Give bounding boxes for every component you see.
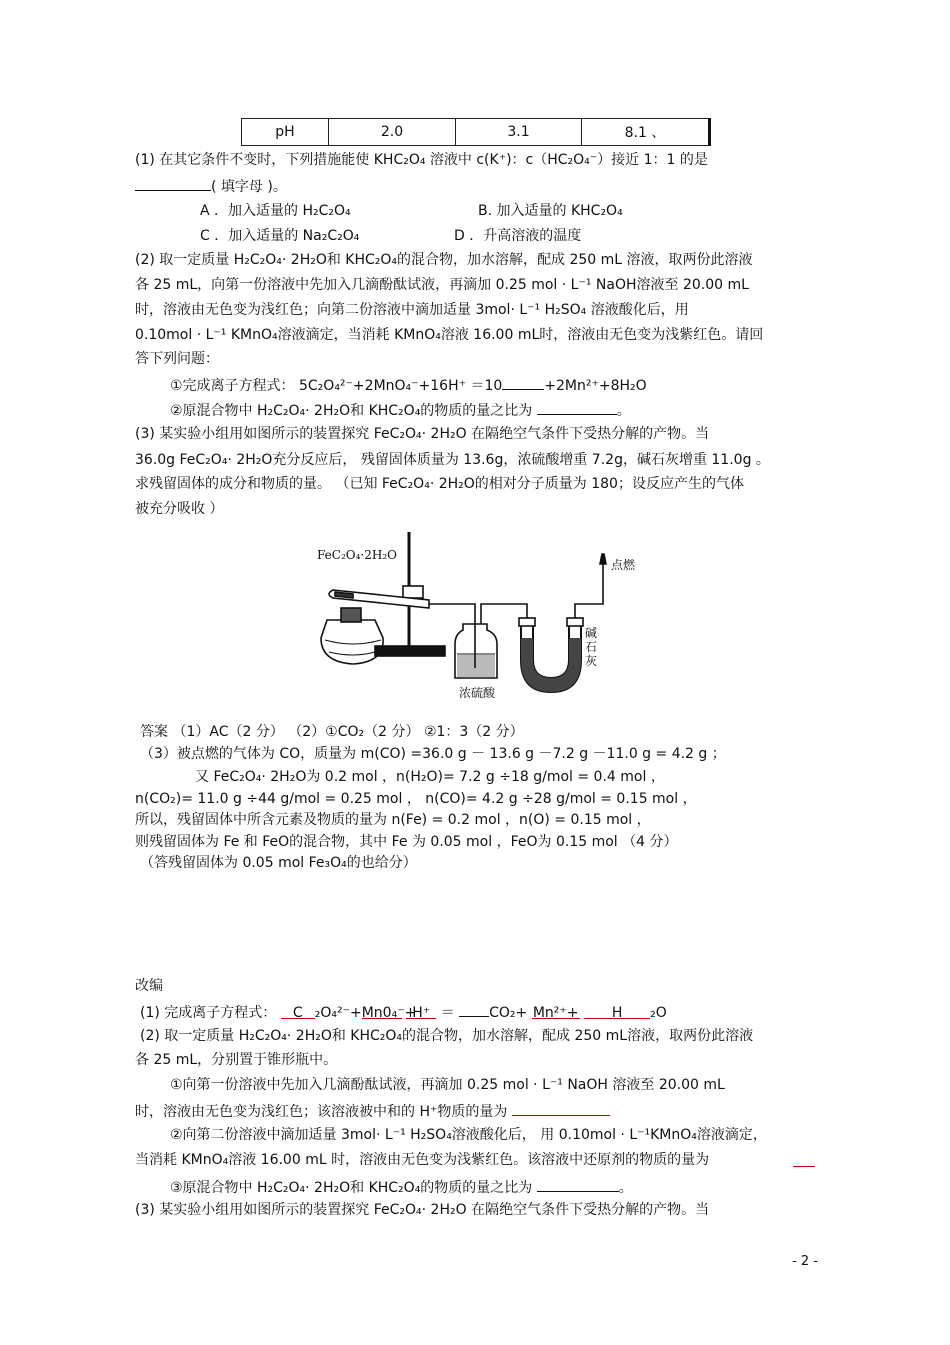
table-cell: pH bbox=[242, 119, 329, 146]
q2-sub1: ①完成离子方程式： 5C₂O₄²⁻+2MnO₄⁻+16H⁺ ＝10 +2Mn²⁺+8H₂O bbox=[170, 375, 647, 395]
revised-sub3: ③原混合物中 H₂C₂O₄· 2H₂O和 KHC₂O₄的物质的量之比为 。 bbox=[170, 1177, 633, 1197]
q1-option-d: D ．升高溶液的温度 bbox=[454, 228, 582, 244]
soda-lime-label: 碱石灰 bbox=[585, 626, 598, 668]
table-cell: 8.1 、 bbox=[582, 119, 710, 146]
answer-line2: （3）被点燃的气体为 CO，质量为 m(CO) =36.0 g － 13.6 g －7.2 g －11.0 g = 4.2 g ； bbox=[140, 746, 726, 762]
q3-line4: 被充分吸收 ） bbox=[135, 501, 224, 517]
q1-line2: ( 填字母 )。 bbox=[135, 176, 287, 196]
q1-option-a: A ．加入适量的 H₂C₂O₄ bbox=[200, 203, 351, 219]
revised-eq: (1) 完成离子方程式： C ₂O₄²⁻+Mn0₄⁻+ H⁺ ＝ CO₂+ Mn²⁺+ H ₂O bbox=[140, 1002, 667, 1022]
revised-line4: (3) 某实验小组用如图所示的装置探究 FeC₂O₄· 2H₂O 在隔绝空气条件下受热分解的产物。当 bbox=[135, 1202, 710, 1218]
acid-label: 浓硫酸 bbox=[459, 686, 496, 700]
q2-line2: 各 25 mL，向第一份溶液中先加入几滴酚酞试液，再滴加 0.25 mol · L⁻¹ NaOH溶液至 20.00 mL bbox=[135, 277, 749, 293]
revised-sub2a: ②向第二份溶液中滴加适量 3mol· L⁻¹ H₂SO₄溶液酸化后， 用 0.10mol · L⁻¹KMnO₄溶液滴定， bbox=[170, 1127, 767, 1143]
revised-title: 改编 bbox=[135, 978, 163, 994]
apparatus-figure bbox=[313, 528, 653, 716]
answer-line3: 又 FeC₂O₄· 2H₂O为 0.2 mol ，n(H₂O)= 7.2 g ÷18 g/mol = 0.4 mol ， bbox=[195, 769, 665, 785]
table-cell: 3.1 bbox=[456, 119, 582, 146]
q2-line1: (2) 取一定质量 H₂C₂O₄· 2H₂O和 KHC₂O₄的混合物，加水溶解，配成 250 mL 溶液，取两份此溶液 bbox=[135, 252, 753, 268]
q3-line3: 求残留固体的成分和物质的量。 （已知 FeC₂O₄· 2H₂O的相对分子质量为 180；设反应产生的气体 bbox=[135, 476, 744, 492]
revised-sub1b: 时，溶液由无色变为浅红色；该溶液被中和的 H⁺物质的量为 bbox=[135, 1101, 610, 1121]
q2-line4: 0.10mol · L⁻¹ KMnO₄溶液滴定，当消耗 KMnO₄溶液 16.00 mL时，溶液由无色变为浅紫红色。请回 bbox=[135, 327, 764, 343]
answer-line1: 答案 （1）AC（2 分） （2）①CO₂（2 分） ②1：3（2 分） bbox=[140, 724, 524, 740]
q2-line5: 答下列问题： bbox=[135, 351, 219, 367]
revised-sub2b: 当消耗 KMnO₄溶液 16.00 mL 时，溶液由无色变为浅紫红色。该溶液中还原剂的物质的量为 bbox=[135, 1152, 710, 1168]
q2-sub2: ②原混合物中 H₂C₂O₄· 2H₂O和 KHC₂O₄的物质的量之比为 。 bbox=[170, 400, 631, 420]
q1-option-b: B. 加入适量的 KHC₂O₄ bbox=[478, 203, 623, 219]
revised-sub1a: ①向第一份溶液中先加入几滴酚酞试液，再滴加 0.25 mol · L⁻¹ NaOH 溶液至 20.00 mL bbox=[170, 1077, 725, 1093]
ph-table bbox=[241, 118, 711, 146]
answer-line5: 所以，残留固体中所含元素及物质的量为 n(Fe) = 0.2 mol ，n(O) = 0.15 mol ， bbox=[135, 812, 651, 828]
ignite-label: 点燃 bbox=[611, 558, 636, 572]
q1-line1: (1) 在其它条件不变时，下列措施能使 KHC₂O₄ 溶液中 c(K⁺)：c（HC₂O₄⁻）接近 1：1 的是 bbox=[135, 152, 708, 168]
q1-option-c: C ．加入适量的 Na₂C₂O₄ bbox=[200, 228, 360, 244]
compound-label: FeC₂O₄·2H₂O bbox=[317, 548, 397, 562]
q3-line2: 36.0g FeC₂O₄· 2H₂O充分反应后， 残留固体质量为 13.6g，浓硫酸增重 7.2g，碱石灰增重 11.0g 。 bbox=[135, 452, 770, 468]
table-cell: 2.0 bbox=[329, 119, 456, 146]
answer-line4: n(CO₂)= 11.0 g ÷44 g/mol = 0.25 mol ， n(CO)= 4.2 g ÷28 g/mol = 0.15 mol ， bbox=[135, 791, 697, 807]
revised-line3: 各 25 mL，分别置于锥形瓶中。 bbox=[135, 1052, 338, 1068]
q3-line1: (3) 某实验小组用如图所示的装置探究 FeC₂O₄· 2H₂O 在隔绝空气条件下受热分解的产物。当 bbox=[135, 426, 710, 442]
answer-line6: 则残留固体为 Fe 和 FeO的混合物，其中 Fe 为 0.05 mol ，FeO为 0.15 mol （4 分） bbox=[135, 834, 678, 850]
revised-line2: (2) 取一定质量 H₂C₂O₄· 2H₂O和 KHC₂O₄的混合物，加水溶解，配成 250 mL溶液，取两份此溶液 bbox=[140, 1028, 754, 1044]
revised-sub2b-blank bbox=[793, 1166, 815, 1167]
answer-line7: （答残留固体为 0.05 mol Fe₃O₄的也给分） bbox=[140, 855, 417, 871]
q2-line3: 时，溶液由无色变为浅红色；向第二份溶液中滴加适量 3mol· L⁻¹ H₂SO₄ 溶液酸化后，用 bbox=[135, 302, 689, 318]
page-number: - 2 - bbox=[792, 1254, 818, 1269]
